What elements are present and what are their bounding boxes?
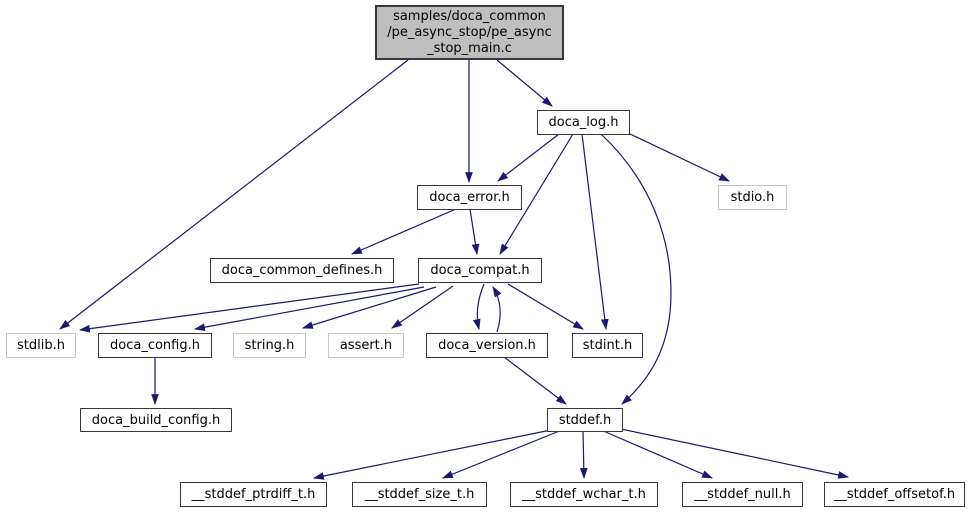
edge-doca-compat-stdlib [80, 284, 419, 330]
node-doca-common-defines[interactable]: doca_common_defines.h [210, 258, 394, 283]
edge-doca-compat-assert [392, 286, 453, 328]
edge-doca-compat-stdint [508, 284, 583, 329]
edge-stddef-stddef-null [601, 430, 712, 478]
edge-doca-compat-string [303, 287, 436, 328]
node-label-line: _stop_main.c [427, 40, 512, 56]
node-doca-compat[interactable]: doca_compat.h [418, 258, 542, 283]
edge-doca-version-doca-compat [493, 287, 500, 332]
node-pe-async-stop-main-c[interactable] [375, 5, 564, 60]
edge-doca-log-stddef [601, 134, 671, 404]
node-stddef-null[interactable]: __stddef_null.h [682, 482, 803, 507]
node-stdint[interactable]: stdint.h [572, 333, 643, 358]
node-string: string.h [233, 333, 306, 358]
edge-stddef-stddef-size [443, 430, 562, 478]
node-stddef-offsetof[interactable]: __stddef_offsetof.h [824, 482, 965, 507]
edge-doca-compat-doca-config [195, 287, 424, 329]
edge-doca-compat-doca-version [477, 284, 484, 329]
node-stdio: stdio.h [718, 185, 787, 210]
node-stddef-ptrdiff-t[interactable]: __stddef_ptrdiff_t.h [180, 482, 327, 507]
edge-doca-log-stdio [628, 133, 729, 181]
node-doca-error[interactable]: doca_error.h [417, 185, 522, 210]
node-stdlib: stdlib.h [6, 333, 76, 358]
node-doca-config[interactable]: doca_config.h [98, 333, 212, 358]
edge-main-doca-log [497, 60, 552, 106]
node-doca-log[interactable]: doca_log.h [537, 110, 630, 135]
edge-doca-error-doca-common-defines [352, 209, 456, 254]
node-doca-build-config[interactable]: doca_build_config.h [80, 408, 232, 432]
edge-doca-error-doca-compat [470, 209, 477, 254]
edge-doca-version-stddef [504, 357, 566, 404]
node-label-line: /pe_async_stop/pe_async [387, 24, 552, 40]
node-stddef-wchar-t[interactable]: __stddef_wchar_t.h [510, 482, 658, 507]
edge-main-stdlib [60, 60, 408, 329]
node-label-line: samples/doca_common [393, 8, 546, 24]
node-stddef-size-t[interactable]: __stddef_size_t.h [352, 482, 487, 507]
node-stddef[interactable]: stddef.h [547, 408, 623, 432]
edge-stddef-stddef-wchar [583, 430, 584, 478]
edge-stddef-stddef-ptrdiff [314, 430, 551, 478]
node-assert: assert.h [328, 333, 404, 358]
edge-doca-log-doca-error [498, 134, 559, 181]
node-doca-version[interactable]: doca_version.h [426, 333, 548, 358]
edge-doca-log-stdint [582, 134, 606, 329]
